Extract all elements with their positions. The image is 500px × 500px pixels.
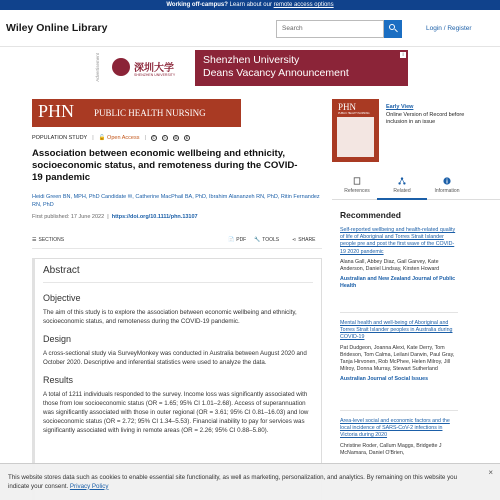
ad-headline: Shenzhen University [203,54,300,66]
cover-abbreviation: PHN [338,102,357,112]
article-meta-row: POPULATION STUDY | 🔓 Open Access | © ⓑ ⊜ $ [32,135,189,141]
share-button[interactable]: ⋖ SHARE [292,237,316,243]
cookie-banner [0,463,500,500]
cover-image [337,117,374,157]
divider [340,312,458,313]
article-type: POPULATION STUDY [32,135,88,141]
university-english-name: SHENZHEN UNIVERSITY [134,73,176,77]
early-view-info [386,104,486,127]
university-logo-panel [105,50,195,86]
results-text: A total of 1211 individuals responded to the survey. Income loss was significantly associated with those from low socioeconomic status (OR = 1.65; 95% CI 1.01–2.68). Access of superannuation was significantly associated with those in outer regional (OR = 3.61; 95% CI 0.81–16.03) and low socioeconomic status (OR = 2.72; 95% CI 1.34–5.53). Financial inability to pay for services was significantly associated with living in remote areas (OR = 2.26; 95% CI 0.88–5.80). [43,391,309,434]
results-heading: Results [43,375,74,385]
university-seal-icon [112,58,130,76]
share-icon: ⋖ [292,237,297,243]
cc-icon: © [152,135,156,140]
recommended-heading: Recommended [340,210,401,220]
close-icon[interactable]: × [488,468,493,477]
nc-icon: $ [185,135,189,140]
remote-access-banner [0,0,500,10]
recommended-authors: Pat Dudgeon, Joanna Alexi, Kate Derry, Tom Brideson, Tom Calma, Leilani Darwin, Paul Gray, Tanja Hirvonen, Rob McPhee, Helen Milroy, Jill Milroy, Donna Murray, Stewart Sutherland [340,344,455,373]
site-header [0,10,500,47]
search-input[interactable]: Search [276,20,384,38]
pdf-button[interactable]: 📄 PDF [228,237,247,243]
privacy-policy-link[interactable]: Privacy Policy [69,482,109,490]
recommended-item [340,320,458,384]
divider [340,410,458,411]
tools-button[interactable]: 🔧 TOOLS [254,237,280,243]
off-campus-label: Working off-campus? [166,2,228,8]
university-chinese-name: 深圳大学 [134,63,174,74]
early-view-description: Online Version of Record before inclusion in an issue [386,111,465,125]
objective-text: The aim of this study is to explore the association between economic wellbeing and ethnicity, socioeconomic status, and remoteness during the COVID-19 pandemic. [43,309,297,325]
recommended-title-link[interactable]: Area-level social and economic factors and the local incidence of SARS-CoV-2 infections in Victoria during 2020 [340,418,450,439]
recommended-item [340,418,458,460]
book-icon [353,177,361,185]
design-text: A cross-sectional study via SurveyMonkey was conducted in Australia between August 2020 and October 2020. Descriptive and inferential statistics were used to analyze the data. [43,350,307,366]
wrench-icon: 🔧 [254,237,261,243]
site-logo[interactable]: Wiley Online Library [6,22,108,34]
recommended-journal[interactable]: Australian and New Zealand Journal of Public Health [340,276,456,290]
article-toolbar [32,233,322,249]
advertisement-banner[interactable] [105,50,408,86]
sections-button[interactable]: ☰ SECTIONS [32,237,65,243]
article-title: Association between economic wellbeing and ethnicity, socioeconomic status, and remoteness during the COVID-19 pandemic [32,148,298,183]
pdf-icon: 📄 [228,237,235,243]
recommended-authors: Alana Gall, Abbey Diaz, Gail Garvey, Kate Anderson, Daniel Lindsay, Kirsten Howard [340,258,440,273]
first-published: First published: 17 June 2022 [32,214,105,220]
off-campus-text: Learn about our [227,2,274,8]
ad-subheadline: Deans Vacancy Announcement [203,67,349,79]
list-icon: ☰ [32,237,37,243]
design-heading: Design [43,334,72,344]
info-icon [443,177,451,185]
article-authors[interactable]: Heidi Green BN, MPH, PhD Candidate ✉, Catherine MacPhail BA, PhD, Ibrahim Alananzeh RN, PhD, Ritin Fernandez RN, PhD [32,194,320,208]
journal-name: PUBLIC HEALTH NURSING [94,108,206,118]
doi-link[interactable]: https://doi.org/10.1111/phn.13107 [111,214,198,220]
open-access-badge: 🔓 Open Access [98,135,140,141]
sidebar-tabs [332,172,500,200]
search-button[interactable] [384,20,402,38]
ad-info-icon[interactable]: i [400,52,406,58]
remote-access-link[interactable]: remote access options [273,2,334,8]
recommended-journal[interactable]: Australian Journal of Social Issues [340,376,429,383]
abstract-heading: Abstract [43,265,313,283]
nd-icon: ⊜ [174,135,178,140]
advertisement-label: Advertisement [95,53,100,82]
tab-related[interactable]: Related [377,177,427,200]
recommended-title-link[interactable]: Self-reported wellbeing and health-related quality of life of Aboriginal and Torres Strait Islander people pre and post the first wave of the COVID-19 2020 pandemic [340,227,456,255]
cookie-text: This website stores data such as cookies to enable essential site functionality, as well as marketing, personalization, and analytics. By remaining on this website you indicate your consent. Privacy Policy [8,474,458,490]
network-icon [398,177,406,185]
recommended-title-link[interactable]: Mental health and well-being of Aboriginal and Torres Strait Islander peoples in Australia during COVID-19 [340,320,453,341]
tab-references[interactable]: References [332,177,382,194]
recommended-item [340,227,458,291]
by-icon: ⓑ [162,135,167,140]
tab-information[interactable]: Information [422,177,472,194]
recommended-authors: Christine Roder, Callum Maggs, Bridgette J McNamara, Daniel O'Brien, [340,442,442,456]
publication-info: First published: 17 June 2022 | https://doi.org/10.1111/phn.13107 [32,214,198,220]
early-view-link[interactable]: Early View [386,104,414,110]
journal-banner[interactable] [32,99,241,127]
journal-abbreviation: PHN [38,101,75,121]
login-register-link[interactable]: Login / Register [426,25,472,32]
objective-heading: Objective [43,293,81,303]
cover-subtitle: PUBLIC HEALTH NURSING [338,112,370,115]
journal-cover[interactable] [332,99,379,162]
